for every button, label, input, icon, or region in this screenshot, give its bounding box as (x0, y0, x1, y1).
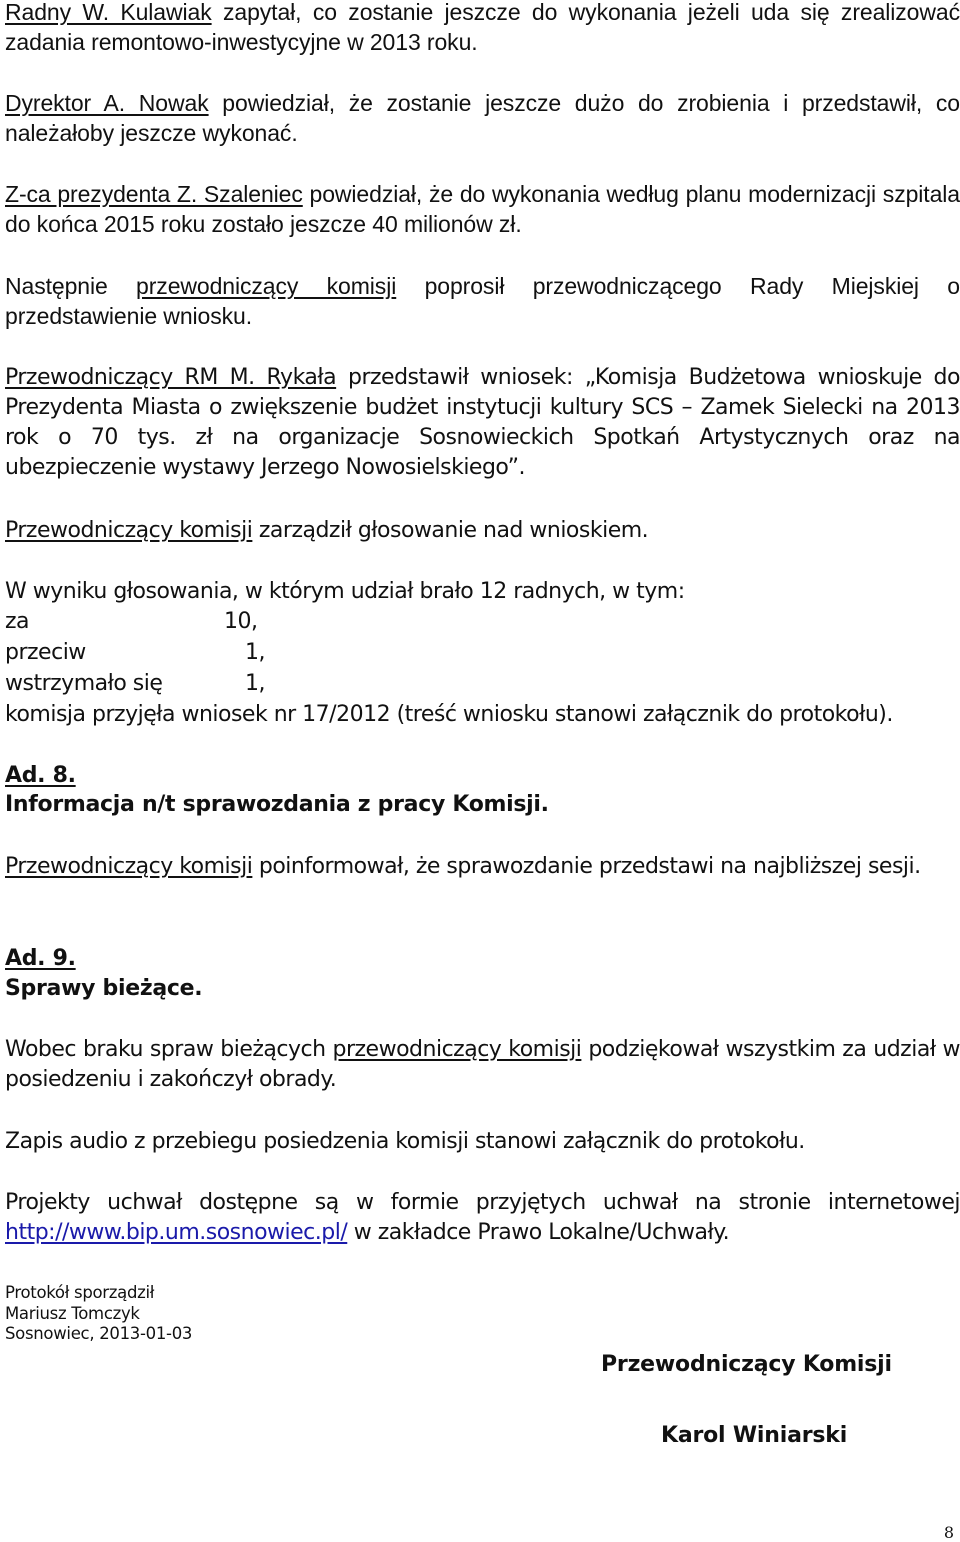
vote-value: 1, (245, 671, 265, 696)
bip-link[interactable]: http://www.bip.um.sosnowiec.pl/ (5, 1220, 348, 1245)
section-number-8: Ad. 8. (5, 763, 76, 788)
speaker-name: Z-ca prezydenta Z. Szaleniec (5, 181, 303, 207)
paragraph-text: przedstawił wniosek: „Komisja Budżetowa wnioskuje do Prezydenta Miasta o zwiększenie budżet instytucji kultury SCS – Zamek Sielecki na 2013 rok o 70 tys. zł na organizacje Sosnowieckich Spotkań Artystycznych oraz na ubezpieczenie wystawy Jerzego Nowosielskiego”. (5, 365, 960, 480)
vote-label: wstrzymało się (5, 671, 163, 696)
paragraph-audio: Zapis audio z przebiegu posiedzenia komisji stanowi załącznik do protokołu. (5, 1129, 805, 1154)
vote-row-abstain (5, 669, 265, 699)
paragraph-text: powiedział, że do wykonania według planu modernizacji szpitala do końca 2015 roku zostało jeszcze 40 milionów zł. (5, 181, 960, 237)
speaker-name: Radny W. Kulawiak (5, 0, 212, 25)
vote-row-for (5, 607, 258, 637)
vote-label: przeciw (5, 640, 86, 665)
page-number: 8 (943, 1523, 954, 1542)
paragraph-motion (5, 363, 960, 483)
vote-label: za (5, 609, 30, 634)
paragraph-text: podziękował wszystkim za udział w posiedzeniu i zakończył obrady. (5, 1037, 960, 1092)
paragraph-request (5, 271, 960, 331)
paragraph-text: Projekty uchwał dostępne są w formie przyjętych uchwał na stronie internetowej (5, 1190, 960, 1215)
footer-line: Sosnowiec, 2013-01-03 (5, 1324, 193, 1343)
paragraph-text: zapytał, co zostanie jeszcze do wykonania jeżeli uda się zrealizować zadania remontowo-inwestycyjne w 2013 roku. (5, 0, 960, 55)
section-title-9: Sprawy bieżące. (5, 976, 203, 1001)
protocol-author-block (5, 1283, 192, 1345)
section-number-9: Ad. 9. (5, 946, 76, 971)
speaker-name: Dyrektor A. Nowak (5, 90, 209, 116)
vote-intro: W wyniku głosowania, w którym udział brało 12 radnych, w tym: (5, 579, 685, 604)
paragraph-text: zarządził głosowanie nad wnioskiem. (252, 518, 649, 543)
speaker-name: przewodniczący komisji (332, 1037, 582, 1062)
speaker-name: Przewodniczący komisji (5, 854, 253, 879)
paragraph-projects (5, 1188, 960, 1248)
speaker-name: Przewodniczący komisji (5, 518, 253, 543)
paragraph-nowak (5, 88, 960, 148)
paragraph-text-after: w zakładce Prawo Lokalne/Uchwały. (347, 1220, 730, 1245)
vote-row-against (5, 638, 265, 668)
paragraph-szaleniec (5, 179, 960, 239)
paragraph-report (5, 852, 960, 882)
paragraph-text: poinformował, że sprawozdanie przedstawi na najbliższej sesji. (252, 854, 921, 879)
paragraph-text: powiedział, że zostanie jeszcze dużo do zrobienia i przedstawił, co należałoby jeszcze wykonać. (5, 90, 960, 146)
vote-result: komisja przyjęła wniosek nr 17/2012 (treść wniosku stanowi załącznik do protokołu). (5, 702, 893, 727)
paragraph-closing (5, 1035, 960, 1095)
vote-value: 10, (224, 609, 258, 634)
paragraph-text-before: Wobec braku spraw bieżących (5, 1037, 333, 1062)
paragraph-kulawiak (5, 0, 960, 57)
section-title-8: Informacja n/t sprawozdania z pracy Komisji. (5, 792, 549, 817)
vote-value: 1, (245, 640, 265, 665)
footer-line: Protokół sporządził (5, 1283, 155, 1302)
paragraph-text: poprosił przewodniczącego Rady Miejskiej o przedstawienie wniosku. (5, 273, 960, 329)
paragraph-text-before: Następnie (5, 273, 137, 299)
vote-tally (5, 607, 405, 697)
signature-role: Przewodniczący Komisji (601, 1352, 892, 1377)
speaker-name: przewodniczący komisji (136, 273, 397, 299)
signature-name: Karol Winiarski (661, 1423, 848, 1448)
footer-line: Mariusz Tomczyk (5, 1303, 140, 1323)
speaker-name: Przewodniczący RM M. Rykała (5, 365, 337, 390)
paragraph-vote-call (5, 516, 960, 546)
